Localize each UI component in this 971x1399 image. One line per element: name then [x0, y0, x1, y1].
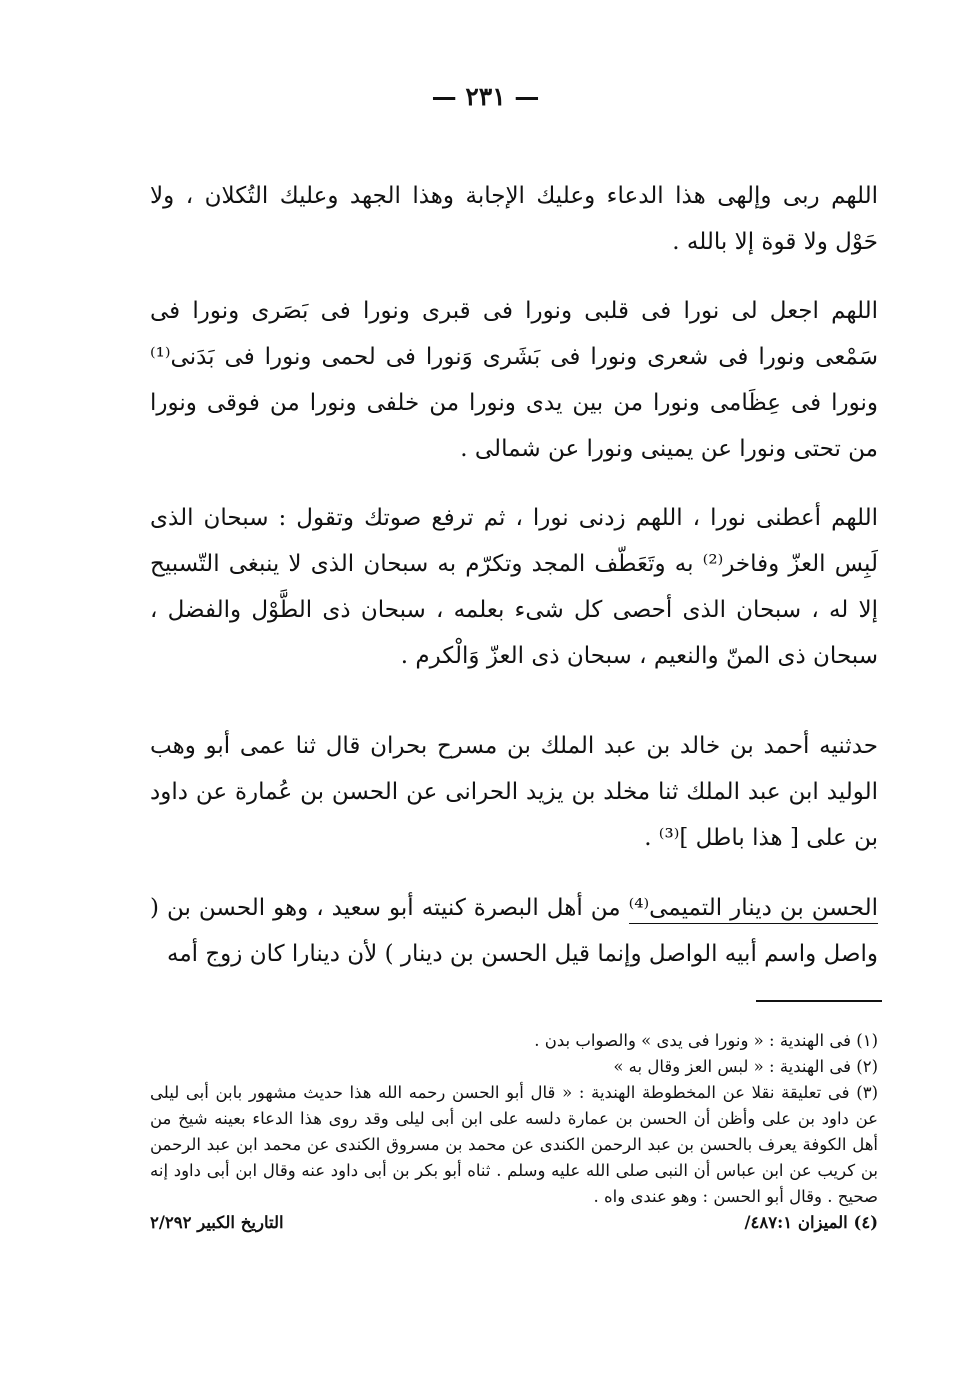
footnote-divider	[756, 1000, 882, 1002]
paragraph-supplication-1: اللهم ربى وإلهى هذا الدعاء وعليك الإجابة وهذا الجهد وعليك التُكلان ، ولا حَوْل ولا قوة إلا بالله .	[150, 183, 878, 255]
footnote-1: (١) فى الهندية : « ونورا فى يدى » والصواب بدن .	[534, 1031, 878, 1050]
paragraph-supplication-glorification: اللهم أعطنى نورا ، اللهم زدنى نورا ، ثم ترفع صوتك وتقول : سبحان الذى لَبِس العزّ وفاخر⁽²⁾ به وتَعَطّف المجد وتكرّم به سبحان الذى لا ينبغى التّسبيح إلا له ، سبحان الذى أحصى كل شىء بعلمه ، سبحان ذى الطَّوْل والفضل ، سبحان ذى المنّ والنعيم ، سبحان ذى العزّ وَالْكرم .	[150, 505, 878, 669]
footnote-3: (٣) فى تعليقة نقلا عن المخطوطة الهندية : « قال أبو الحسن رحمه الله هذا حديث مشهور بابن أبى ليلى عن داود بن على وأظن أن الحسن بن عمارة دلسه على ابن أبى ليلى وقد روى هذا الدعاء بعينه شيخ من أهل الكوفة يعرف بالحسن بن عبد الرحمن الكندى عن محمد بن مسروق الكندى عن محمد ابن عبد الرحمن بن كريب عن ابن عباس أن النبى صلى الله عليه وسلم . ثناه أبو بكر بن أبى داود عنه وقال ابن أبى داود إنه صحيح . وقال أبو الحسن : وهو عندى واه .	[150, 1083, 878, 1206]
entry-name: الحسن بن دينار التميمى⁽⁴⁾	[629, 895, 878, 924]
footnote-4-ref-tarikh: التاريخ الكبير ٢/٢٩٢	[150, 1213, 284, 1232]
footnote-2: (٢) فى الهندية : « لبس العز وقال به »	[613, 1057, 878, 1076]
paragraph-isnad: حدثنيه أحمد بن خالد بن عبد الملك بن مسرح بحران قال ثنا عمى أبو وهب الوليد ابن عبد الملك ثنا مخلد بن يزيد الحرانى عن الحسن بن عُمارة عن داود بن على [ هذا باطل ]⁽³⁾ .	[150, 733, 878, 851]
footnote-4	[150, 1210, 878, 1236]
paragraph-supplication-light: اللهم اجعل لى نورا فى قلبى ونورا فى قبرى ونورا فى بَصَرى ونورا فى سَمْعى ونورا فى شعرى ونورا فى بَشَرى وَنورا فى لحمى ونورا فى بَدَنى⁽¹⁾ ونورا فى عِظَامى ونورا من بين يدى ونورا من خلفى ونورا من فوقى ونورا من تحتى ونورا عن يمينى ونورا عن شمالى .	[150, 298, 878, 462]
page-number: — ٢٣١ —	[431, 82, 540, 111]
entry-text: من أهل البصرة كنيته أبو سعيد ، وهو الحسن بن ( واصل واسم أبيه الواصل وإنما قيل الحسن بن دينار ) لأن دينارا كان زوج أمه	[150, 895, 878, 967]
footnotes	[150, 1028, 878, 1236]
biography-entry	[150, 885, 878, 977]
footnote-4-ref-mizan: (٤) الميزان ٤٨٧:١/	[744, 1213, 878, 1232]
